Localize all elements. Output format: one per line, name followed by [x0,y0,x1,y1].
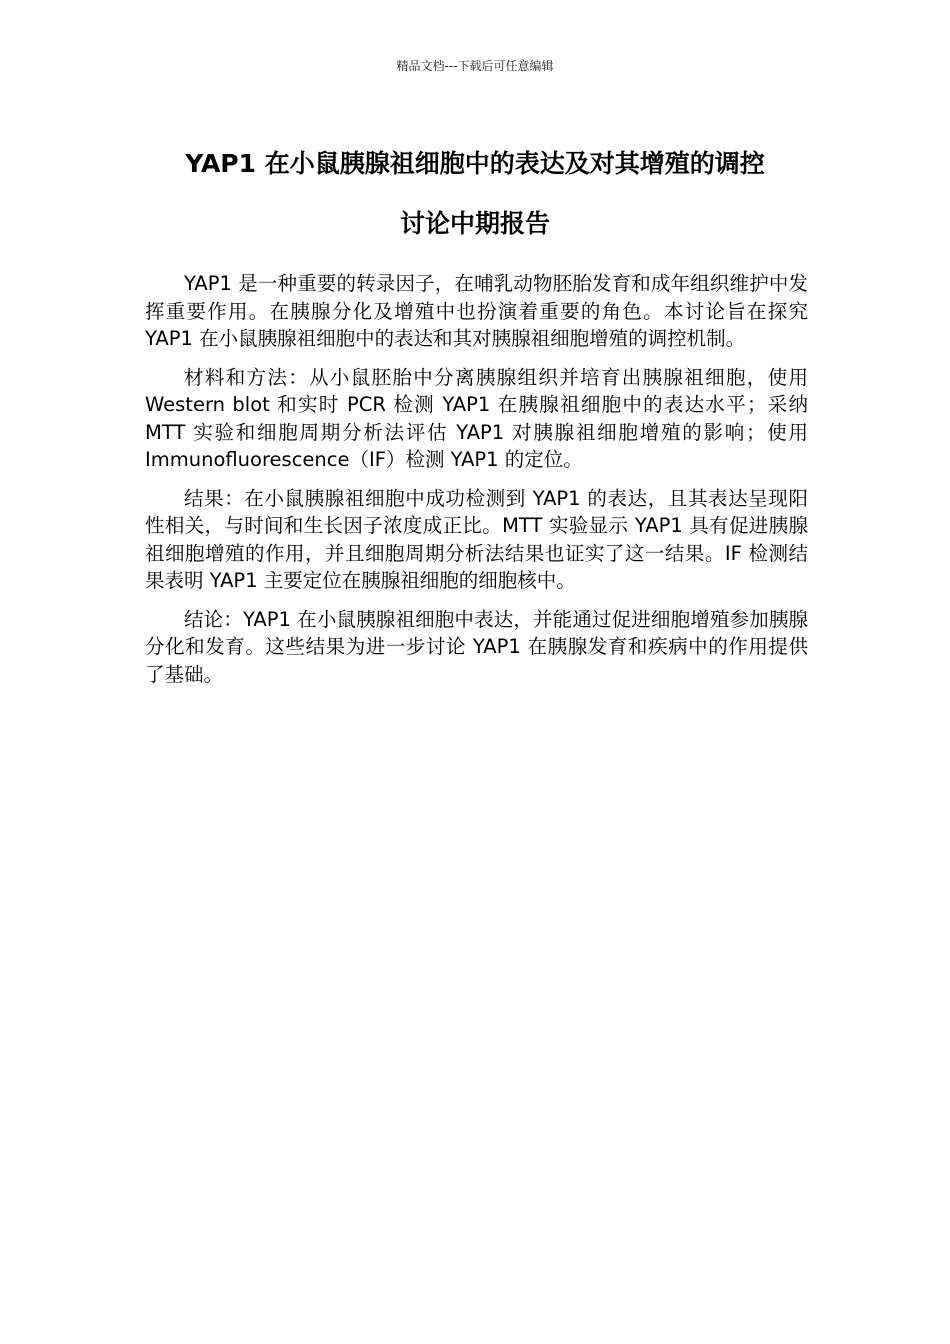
paragraph-conclusion: 结论：YAP1 在小鼠胰腺祖细胞中表达，并能通过促进细胞增殖参加胰腺分化和发育。这些结果为进一步讨论 YAP1 在胰腺发育和疾病中的作用提供了基础。 [145,607,808,686]
paragraph-methods: 材料和方法：从小鼠胚胎中分离胰腺组织并培育出胰腺祖细胞，使用 Western blot 和实时 PCR 检测 YAP1 在胰腺祖细胞中的表达水平；采纳 MTT 实验和细胞周期分析法评估 YAP1 对胰腺祖细胞增殖的影响；使用 Immunofluorescence（IF）检测 YAP1 的定位。 [145,365,808,471]
document-title [130,134,820,254]
document-body [145,270,808,699]
document-title-line-1: YAP1 在小鼠胰腺祖细胞中的表达及对其增殖的调控 [185,149,765,178]
document-title-line-2: 讨论中期报告 [399,209,550,238]
paragraph-intro: YAP1 是一种重要的转录因子，在哺乳动物胚胎发育和成年组织维护中发挥重要作用。在胰腺分化及增殖中也扮演着重要的角色。本讨论旨在探究 YAP1 在小鼠胰腺祖细胞中的表达和其对胰腺祖细胞增殖的调控机制。 [145,272,808,350]
paragraph-results: 结果：在小鼠胰腺祖细胞中成功检测到 YAP1 的表达，且其表达呈现阳性相关，与时间和生长因子浓度成正比。MTT 实验显示 YAP1 具有促进胰腺祖细胞增殖的作用，并且细胞周期分析法结果也证实了这一结果。IF 检测结果表明 YAP1 主要定位在胰腺祖细胞的细胞核中。 [145,486,808,592]
page-header-watermark: 精品文档---下载后可任意编辑 [396,59,554,73]
